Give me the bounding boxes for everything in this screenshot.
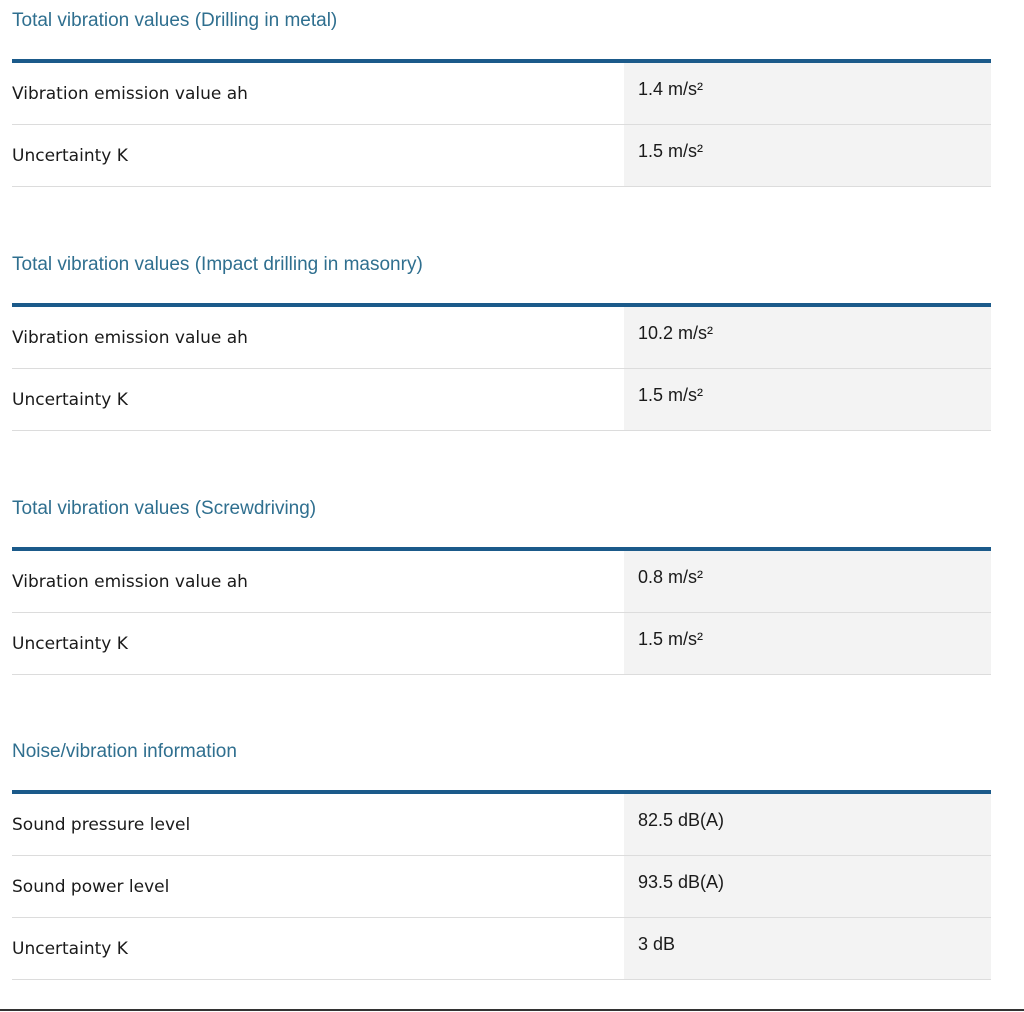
- row-value: 93.5 dB(A): [638, 872, 725, 892]
- row-value: 3 dB: [638, 934, 676, 954]
- table-row: [12, 551, 991, 613]
- section-title: Total vibration values (Drilling in metal): [12, 10, 338, 31]
- row-value: 1.5 m/s²: [638, 629, 704, 649]
- row-value: 82.5 dB(A): [638, 810, 725, 830]
- row-label: Uncertainty K: [12, 390, 128, 410]
- row-value: 10.2 m/s²: [638, 323, 714, 343]
- value-cell: [624, 794, 991, 855]
- row-label: Uncertainty K: [12, 634, 128, 654]
- row-value: 1.5 m/s²: [638, 385, 704, 405]
- table-row: [12, 63, 991, 125]
- section-title: Noise/vibration information: [12, 741, 237, 762]
- spec-table: [12, 547, 991, 675]
- spec-table: [12, 303, 991, 431]
- table-row: [12, 369, 991, 431]
- row-label: Uncertainty K: [12, 146, 128, 166]
- value-cell: [624, 613, 991, 674]
- spec-table: [12, 59, 991, 187]
- row-label: Sound pressure level: [12, 815, 191, 835]
- row-label: Vibration emission value ah: [12, 84, 248, 104]
- row-value: 1.4 m/s²: [638, 79, 704, 99]
- spec-table: [12, 790, 991, 980]
- section-title: Total vibration values (Screwdriving): [12, 498, 317, 519]
- table-row: [12, 613, 991, 675]
- value-cell: [624, 551, 991, 612]
- table-row: [12, 794, 991, 856]
- row-value: 0.8 m/s²: [638, 567, 704, 587]
- table-row: [12, 856, 991, 918]
- value-cell: [624, 918, 991, 979]
- page-bottom-divider: [0, 1009, 1024, 1011]
- value-cell: [624, 125, 991, 186]
- value-cell: [624, 369, 991, 430]
- row-label: Uncertainty K: [12, 939, 128, 959]
- row-label: Vibration emission value ah: [12, 328, 248, 348]
- row-value: 1.5 m/s²: [638, 141, 704, 161]
- row-label: Vibration emission value ah: [12, 572, 248, 592]
- table-row: [12, 307, 991, 369]
- value-cell: [624, 63, 991, 124]
- section-title: Total vibration values (Impact drilling in masonry): [12, 254, 423, 275]
- row-label: Sound power level: [12, 877, 170, 897]
- table-row: [12, 918, 991, 980]
- value-cell: [624, 307, 991, 368]
- table-row: [12, 125, 991, 187]
- value-cell: [624, 856, 991, 917]
